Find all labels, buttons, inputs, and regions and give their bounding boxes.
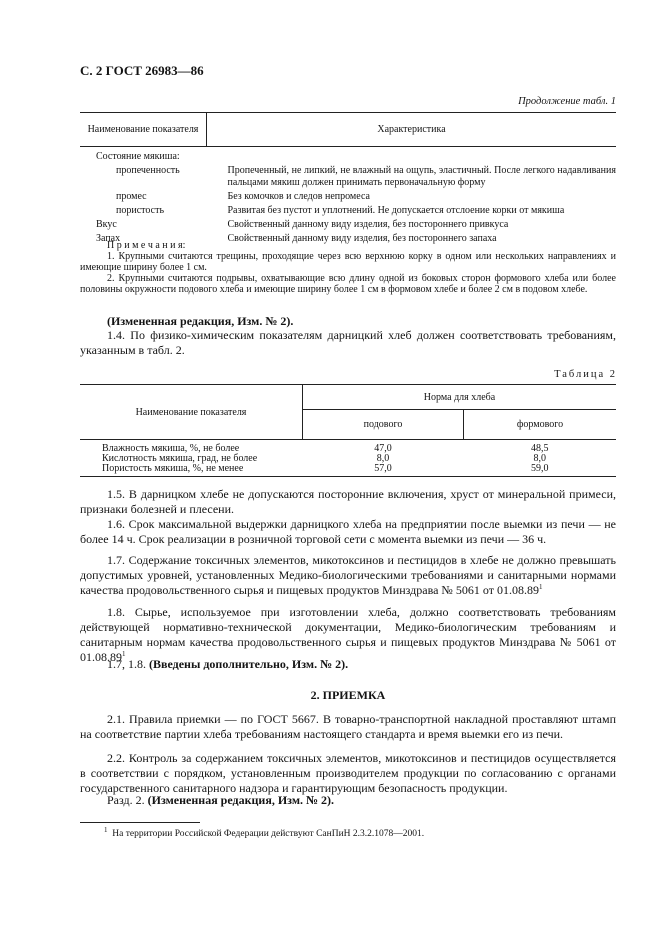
paragraph-2-1: 2.1. Правила приемки — по ГОСТ 5667. В товарно-транспортной накладной проставляют штамп на соответствие партии хлеба требованиям настоящего стандарта и время выемки его из печи. (80, 712, 616, 741)
paragraph-1-4: 1.4. По физико-химическим показателям дарницкий хлеб должен соответствовать требованиям, указанным в табл. 2. (80, 328, 616, 357)
table2-row-name: Влажность мякиша, %, не более (102, 443, 240, 454)
table-row (80, 464, 616, 477)
table2-row-v2: 59,0 (464, 464, 617, 477)
paragraph-1-6: 1.6. Срок максимальной выдержки дарницкого хлеба на предприятии после выемки из печи — не более 14 ч. Срок реализации в розничной торговой сети с момента выемки из печи — 36 ч. (80, 517, 616, 546)
table1-row-name: промес (116, 191, 147, 202)
table2-header-sub1: подового (303, 410, 464, 440)
table1-row-name: Вкус (96, 219, 117, 230)
table-row (80, 440, 616, 455)
table1-row-desc: Пропеченный, не липкий, не влажный на ощупь, эластичный. После легкого надавливания пальцами мякиш должен принимать первоначальную форму (227, 165, 616, 188)
table-row (80, 147, 616, 164)
razd-ref: Разд. 2. (107, 793, 145, 807)
footnote-text: На территории Российской Федерации действуют СанПиН 2.3.2.1078—2001. (112, 829, 425, 839)
table2-row-name: Кислотность мякиша, град, не более (102, 453, 258, 464)
amendment-note: (Измененная редакция, Изм. № 2). (107, 314, 294, 328)
introduced-note (80, 657, 616, 672)
note-2: 2. Крупными считаются подрывы, охватывающие всю длину одной из боковых сторон формового хлеба или более половины окружности подового хлеба и имеющие ширину более 1 см в формовом хлебе и более 2 см в подовом хлебе. (80, 273, 616, 295)
table2-header-sub2: формового (464, 410, 617, 440)
table2-row-v2: 48,5 (531, 443, 549, 454)
page-header: С. 2 ГОСТ 26983—86 (80, 63, 204, 78)
table-row (80, 163, 616, 189)
characteristics-table (80, 112, 616, 245)
table1-row-name: пористость (116, 205, 164, 216)
table1-header-characteristic: Характеристика (207, 113, 617, 147)
footnote-mark: 1 (104, 825, 108, 834)
table1-row-desc: Развитая без пустот и уплотнений. Не допускается отслоение корки от мякиша (227, 205, 565, 216)
table1-row-name: Запах (96, 233, 121, 244)
footnote-ref: 1 (122, 650, 126, 658)
table2-row-v1: 57,0 (303, 464, 464, 477)
table1-row-name: пропеченность (116, 165, 180, 176)
table-continuation-label: Продолжение табл. 1 (518, 96, 616, 107)
table1-row-name: Состояние мякиша: (96, 151, 180, 162)
table1-row-desc: Без комочков и следов непромеса (227, 191, 370, 202)
physicochemical-table (80, 384, 616, 477)
table1-header-name: Наименование показателя (80, 113, 207, 147)
table1-row-desc: Свойственный данному виду изделия, без постороннего запаха (227, 233, 497, 244)
introduced-ref: 1.7, 1.8. (107, 657, 146, 671)
table1-row-desc (207, 147, 617, 164)
table-row (80, 217, 616, 231)
introduced-text: (Введены дополнительно, Изм. № 2). (149, 657, 349, 671)
table2-header-name: Наименование показателя (80, 385, 303, 440)
paragraph-1-7-text: 1.7. Содержание токсичных элементов, микотоксинов и пестицидов в хлебе не должно превышать допустимых уровней, установленных Медико-биологическими требованиями и санитарными нормами качества продовольственного сырья и пищевых продуктов Минздрава № 5061 от 01.08.89 (80, 553, 616, 597)
table2-row-name: Пористость мякиша, %, не менее (80, 464, 303, 477)
note-1: 1. Крупными считаются трещины, проходящие через всю верхнюю корку в одном или нескольких направлениях и имеющие ширину более 1 см. (80, 251, 616, 273)
table-row (80, 189, 616, 203)
section-2-amendment (80, 793, 616, 808)
footnote-divider (80, 822, 200, 823)
table-row (80, 203, 616, 217)
paragraph-1-8 (80, 605, 616, 665)
paragraph-1-7 (80, 553, 616, 598)
table1-row-desc: Свойственный данному виду изделия, без постороннего привкуса (227, 219, 509, 230)
table2-header-group: Норма для хлеба (303, 385, 617, 410)
table2-row-v1: 47,0 (374, 443, 392, 454)
table-notes (80, 240, 616, 295)
paragraph-1-8-text: 1.8. Сырье, используемое при изготовлении хлеба, должно соответствовать требованиям действующей нормативно-технической документации, Медико-биологическим требованиям и санитарным нормам качества продовольственного сырья и пищевых продуктов Минздрава № 5061 от 01.08.89 (80, 605, 616, 664)
paragraph-2-2: 2.2. Контроль за содержанием токсичных элементов, микотоксинов и пестицидов осуществляется в соответствии с порядком, установленным производителем продукции по согласованию с органами государственного санитарного надзора и гарантирующим безопасность продукции. (80, 751, 616, 795)
razd-text: (Измененная редакция, Изм. № 2). (147, 793, 335, 807)
table2-row-v1: 8,0 (376, 453, 390, 464)
footnote (104, 825, 425, 839)
footnote-ref: 1 (538, 583, 543, 591)
paragraph-1-5: 1.5. В дарницком хлебе не допускаются посторонние включения, хруст от минеральной примеси, признаки болезней и плесени. (80, 487, 616, 516)
table2-label: Таблица 2 (554, 369, 617, 380)
table2-row-v2: 8,0 (533, 453, 546, 464)
section-2-title: 2. ПРИЕМКА (310, 688, 386, 702)
notes-title: П р и м е ч а н и я: (107, 240, 186, 251)
